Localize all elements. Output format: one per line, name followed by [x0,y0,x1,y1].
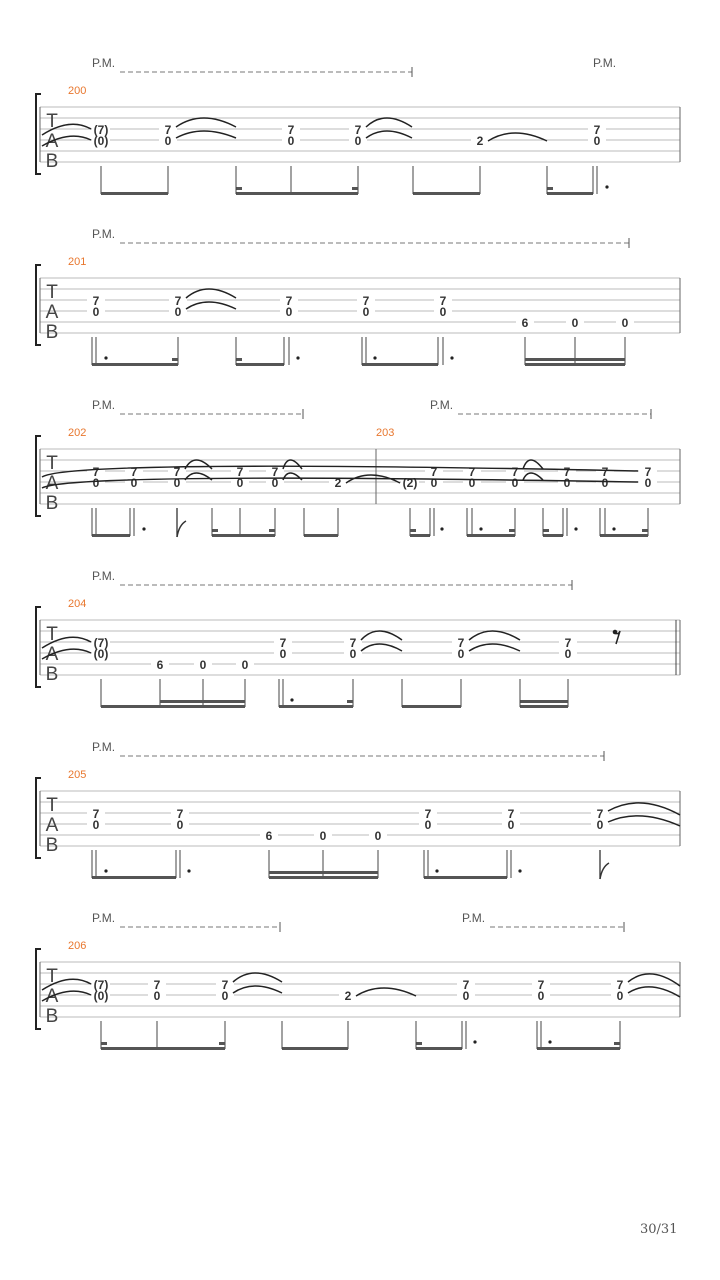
augmentation-dot [479,527,482,530]
tab-clef-letter: T [46,111,58,132]
tab-clef-letter: B [45,835,59,856]
tab-note [434,292,452,319]
fret-number: 0 [563,476,571,490]
beam-secondary [236,358,242,361]
tab-clef-letter: B [45,664,59,685]
tab-note [87,463,105,490]
fret-number: 7 [92,807,100,821]
beam-secondary [525,358,625,361]
beam-secondary [410,529,416,532]
augmentation-dot [104,869,107,872]
tab-system-205 [36,740,680,879]
beam [160,705,245,708]
augmentation-dot [450,356,453,359]
beam [101,705,160,708]
tab-note [87,805,105,832]
augmentation-dot [548,1040,551,1043]
fret-number: 0 [439,305,447,319]
fret-number: 0 [644,476,652,490]
tab-note [419,805,437,832]
tab-note [591,805,609,832]
beam [101,192,168,195]
fret-number: 0 [424,818,432,832]
tab-note [471,133,489,148]
augmentation-dot [187,869,190,872]
augmentation-dot [518,869,521,872]
fret-number: 6 [265,829,273,843]
palm-mute-label: P.M. [92,740,116,754]
tab-note [194,657,212,672]
fret-number: 0 [430,476,438,490]
fret-number: 0 [537,989,545,1003]
measure-number: 202 [68,427,87,439]
tab-note [266,463,284,490]
tab-note [616,315,634,330]
beam [101,1047,225,1050]
fret-number: 7 [349,636,357,650]
palm-mute-label: P.M. [92,56,116,70]
tab-note [559,634,577,661]
fret-number: 0 [92,818,100,832]
tab-clef-letter: B [45,1006,59,1027]
fret-number: 0 [130,476,138,490]
tab-note [274,634,292,661]
fret-number: 7 [507,807,515,821]
augmentation-dot [574,527,577,530]
page-number: 30/31 [640,1222,678,1237]
tab-system-201 [36,227,680,366]
tab-note [92,976,110,1003]
fret-number: 0 [349,647,357,661]
fret-number: 0 [462,989,470,1003]
tie-arc [361,631,402,640]
beam [467,534,515,537]
note-flag [177,521,186,537]
measure-number: 201 [68,256,87,268]
fret-number: 0 [319,829,327,843]
beam [402,705,461,708]
fret-number: 0 [564,647,572,661]
beam [424,876,507,879]
tab-system-204 [36,569,680,708]
fret-number: 0 [374,829,382,843]
tab-note [463,463,481,490]
beam-secondary [219,1042,225,1045]
beam [304,534,338,537]
tab-system-206 [36,911,680,1050]
fret-number: 0 [236,476,244,490]
tab-note [558,463,576,490]
palm-mute-label: P.M. [92,227,116,241]
fret-number: (7) [93,978,109,992]
fret-number: 7 [462,978,470,992]
beam-secondary [614,1042,620,1045]
fret-number: 7 [564,636,572,650]
tab-clef-letter: B [45,493,59,514]
tab-note [516,315,534,330]
palm-mute-label: P.M. [92,569,116,583]
fret-number: 0 [507,818,515,832]
tab-clef-letter: A [45,302,59,323]
fret-number: 0 [176,818,184,832]
fret-number: 7 [236,465,244,479]
fret-number: 7 [164,123,172,137]
beam [92,876,176,879]
fret-number: 0 [271,476,279,490]
tab-system-202-203 [36,398,680,537]
augmentation-dot [104,356,107,359]
tab-note [92,634,110,661]
fret-number: 0 [596,818,604,832]
augmentation-dot [435,869,438,872]
fret-number: 2 [334,476,342,490]
beam [269,876,378,879]
tab-clef-letter: T [46,282,58,303]
fret-number: (7) [93,123,109,137]
tab-clef-letter: A [45,644,59,665]
beam [279,705,353,708]
fret-number: 0 [593,134,601,148]
tab-note [339,988,357,1003]
tab-note [369,828,387,843]
beam-secondary [236,187,242,190]
beam-secondary [212,529,218,532]
tab-clef-letter: B [45,322,59,343]
tab-note [159,121,177,148]
tie-arc [366,118,412,127]
palm-mute-label: P.M. [430,398,454,412]
tie-arc [469,631,520,640]
fret-number: 7 [174,294,182,308]
beam [362,363,438,366]
beam [282,1047,348,1050]
palm-mute-label: P.M. [92,398,116,412]
fret-number: 7 [130,465,138,479]
tab-note [171,805,189,832]
measure-number: 205 [68,769,87,781]
tab-note [401,475,419,490]
fret-number: 0 [601,476,609,490]
beam [525,363,625,366]
fret-number: 7 [537,978,545,992]
fret-number: 2 [476,134,484,148]
beam [520,705,568,708]
fret-number: 0 [285,305,293,319]
fret-number: 0 [287,134,295,148]
measure-number: 203 [376,427,395,439]
beam [410,534,430,537]
beam-secondary [509,529,515,532]
beam-secondary [520,700,568,703]
tab-note [280,292,298,319]
fret-number: 7 [601,465,609,479]
tab-note [329,475,347,490]
beam [236,192,358,195]
tab-note [588,121,606,148]
tab-clef-letter: A [45,815,59,836]
beam-secondary [269,871,378,874]
tie-arc [186,302,236,309]
tab-clef-letter: A [45,986,59,1007]
beam [236,363,284,366]
fret-number: 0 [153,989,161,1003]
tab-clef-letter: B [45,151,59,172]
fret-number: 6 [156,658,164,672]
fret-number: 0 [92,476,100,490]
tab-note [532,976,550,1003]
tab-note [148,976,166,1003]
tab-clef-letter: A [45,473,59,494]
beam-secondary [172,358,178,361]
fret-number: 0 [511,476,519,490]
tie-arc [361,644,402,651]
beam-secondary [347,700,353,703]
beam-secondary [416,1042,422,1045]
fret-number: 7 [176,807,184,821]
fret-number: 2 [344,989,352,1003]
fret-number: 0 [221,989,229,1003]
tab-note [506,463,524,490]
augmentation-dot [612,527,615,530]
augmentation-dot [605,185,608,188]
tie-arc [523,473,543,480]
beam [416,1047,462,1050]
fret-number: 0 [241,658,249,672]
tab-clef-letter: T [46,624,58,645]
tab-note [344,634,362,661]
fret-number: 7 [457,636,465,650]
beam [212,534,275,537]
fret-number: 0 [174,305,182,319]
tab-clef-letter: T [46,966,58,987]
fret-number: 7 [468,465,476,479]
fret-number: 7 [354,123,362,137]
tie-arc [176,131,236,138]
fret-number: 0 [164,134,172,148]
beam [600,534,648,537]
tie-arc [469,644,520,651]
fret-number: (0) [93,989,109,1003]
fret-number: 0 [457,647,465,661]
fret-number: 0 [621,316,629,330]
fret-number: (0) [93,647,109,661]
tab-clef-letter: T [46,453,58,474]
tab-note [357,292,375,319]
fret-number: 7 [439,294,447,308]
fret-number: 7 [616,978,624,992]
tab-note [452,634,470,661]
fret-number: 7 [362,294,370,308]
tab-note [502,805,520,832]
tie-arc [283,473,302,480]
augmentation-dot [473,1040,476,1043]
tie-arc [185,460,212,469]
beam [413,192,480,195]
tab-system-200 [36,56,680,195]
fret-number: 6 [521,316,529,330]
fret-number: 7 [285,294,293,308]
fret-number: 0 [616,989,624,1003]
fret-number: 7 [596,807,604,821]
beam-secondary [642,529,648,532]
measure-number: 204 [68,598,87,610]
measure-number: 206 [68,940,87,952]
beam-secondary [543,529,549,532]
beam [92,534,130,537]
augmentation-dot [142,527,145,530]
beam-secondary [352,187,358,190]
fret-number: 7 [287,123,295,137]
fret-number: 0 [92,305,100,319]
augmentation-dot [440,527,443,530]
beam [537,1047,620,1050]
tab-note [457,976,475,1003]
beam-secondary [269,529,275,532]
tab-clef-letter: A [45,131,59,152]
tab-note [216,976,234,1003]
fret-number: (2) [402,476,418,490]
tab-note [260,828,278,843]
beam [92,363,178,366]
fret-number: 7 [271,465,279,479]
fret-number: 7 [173,465,181,479]
fret-number: 0 [354,134,362,148]
tab-note [596,463,614,490]
fret-number: (7) [93,636,109,650]
tab-clef-letter: T [46,795,58,816]
augmentation-dot [373,356,376,359]
tab-note [92,121,110,148]
tab-note [151,657,169,672]
tie-arc [186,289,236,298]
measure-number: 200 [68,85,87,97]
fret-number: 7 [424,807,432,821]
fret-number: 7 [221,978,229,992]
tab-note [236,657,254,672]
tab-note [314,828,332,843]
tie-arc [366,131,412,138]
beam-secondary [101,1042,107,1045]
fret-number: 7 [430,465,438,479]
fret-number: 7 [92,294,100,308]
fret-number: 0 [173,476,181,490]
fret-number: 7 [279,636,287,650]
fret-number: 7 [644,465,652,479]
tab-note [282,121,300,148]
tab-note [169,292,187,319]
fret-number: 7 [593,123,601,137]
fret-number: 0 [199,658,207,672]
tab-note [611,976,629,1003]
tab-note [231,463,249,490]
tab-note [639,463,657,490]
fret-number: 7 [563,465,571,479]
fret-number: (0) [93,134,109,148]
fret-number: 0 [362,305,370,319]
beam [547,192,593,195]
fret-number: 7 [511,465,519,479]
tie-arc [233,973,282,982]
augmentation-dot [296,356,299,359]
beam-secondary [547,187,553,190]
fret-number: 0 [571,316,579,330]
tie-arc [283,460,302,469]
augmentation-dot [290,698,293,701]
fret-number: 0 [279,647,287,661]
fret-number: 7 [92,465,100,479]
beam-secondary [160,700,245,703]
tie-arc [176,118,236,127]
tab-note [566,315,584,330]
fret-number: 0 [468,476,476,490]
tab-note [349,121,367,148]
palm-mute-label: P.M. [593,56,617,70]
fret-number: 7 [153,978,161,992]
tie-arc [523,460,543,469]
palm-mute-label: P.M. [92,911,116,925]
palm-mute-label: P.M. [462,911,486,925]
beam [543,534,563,537]
tie-arc [233,986,282,993]
tab-note [87,292,105,319]
note-flag [600,863,609,879]
